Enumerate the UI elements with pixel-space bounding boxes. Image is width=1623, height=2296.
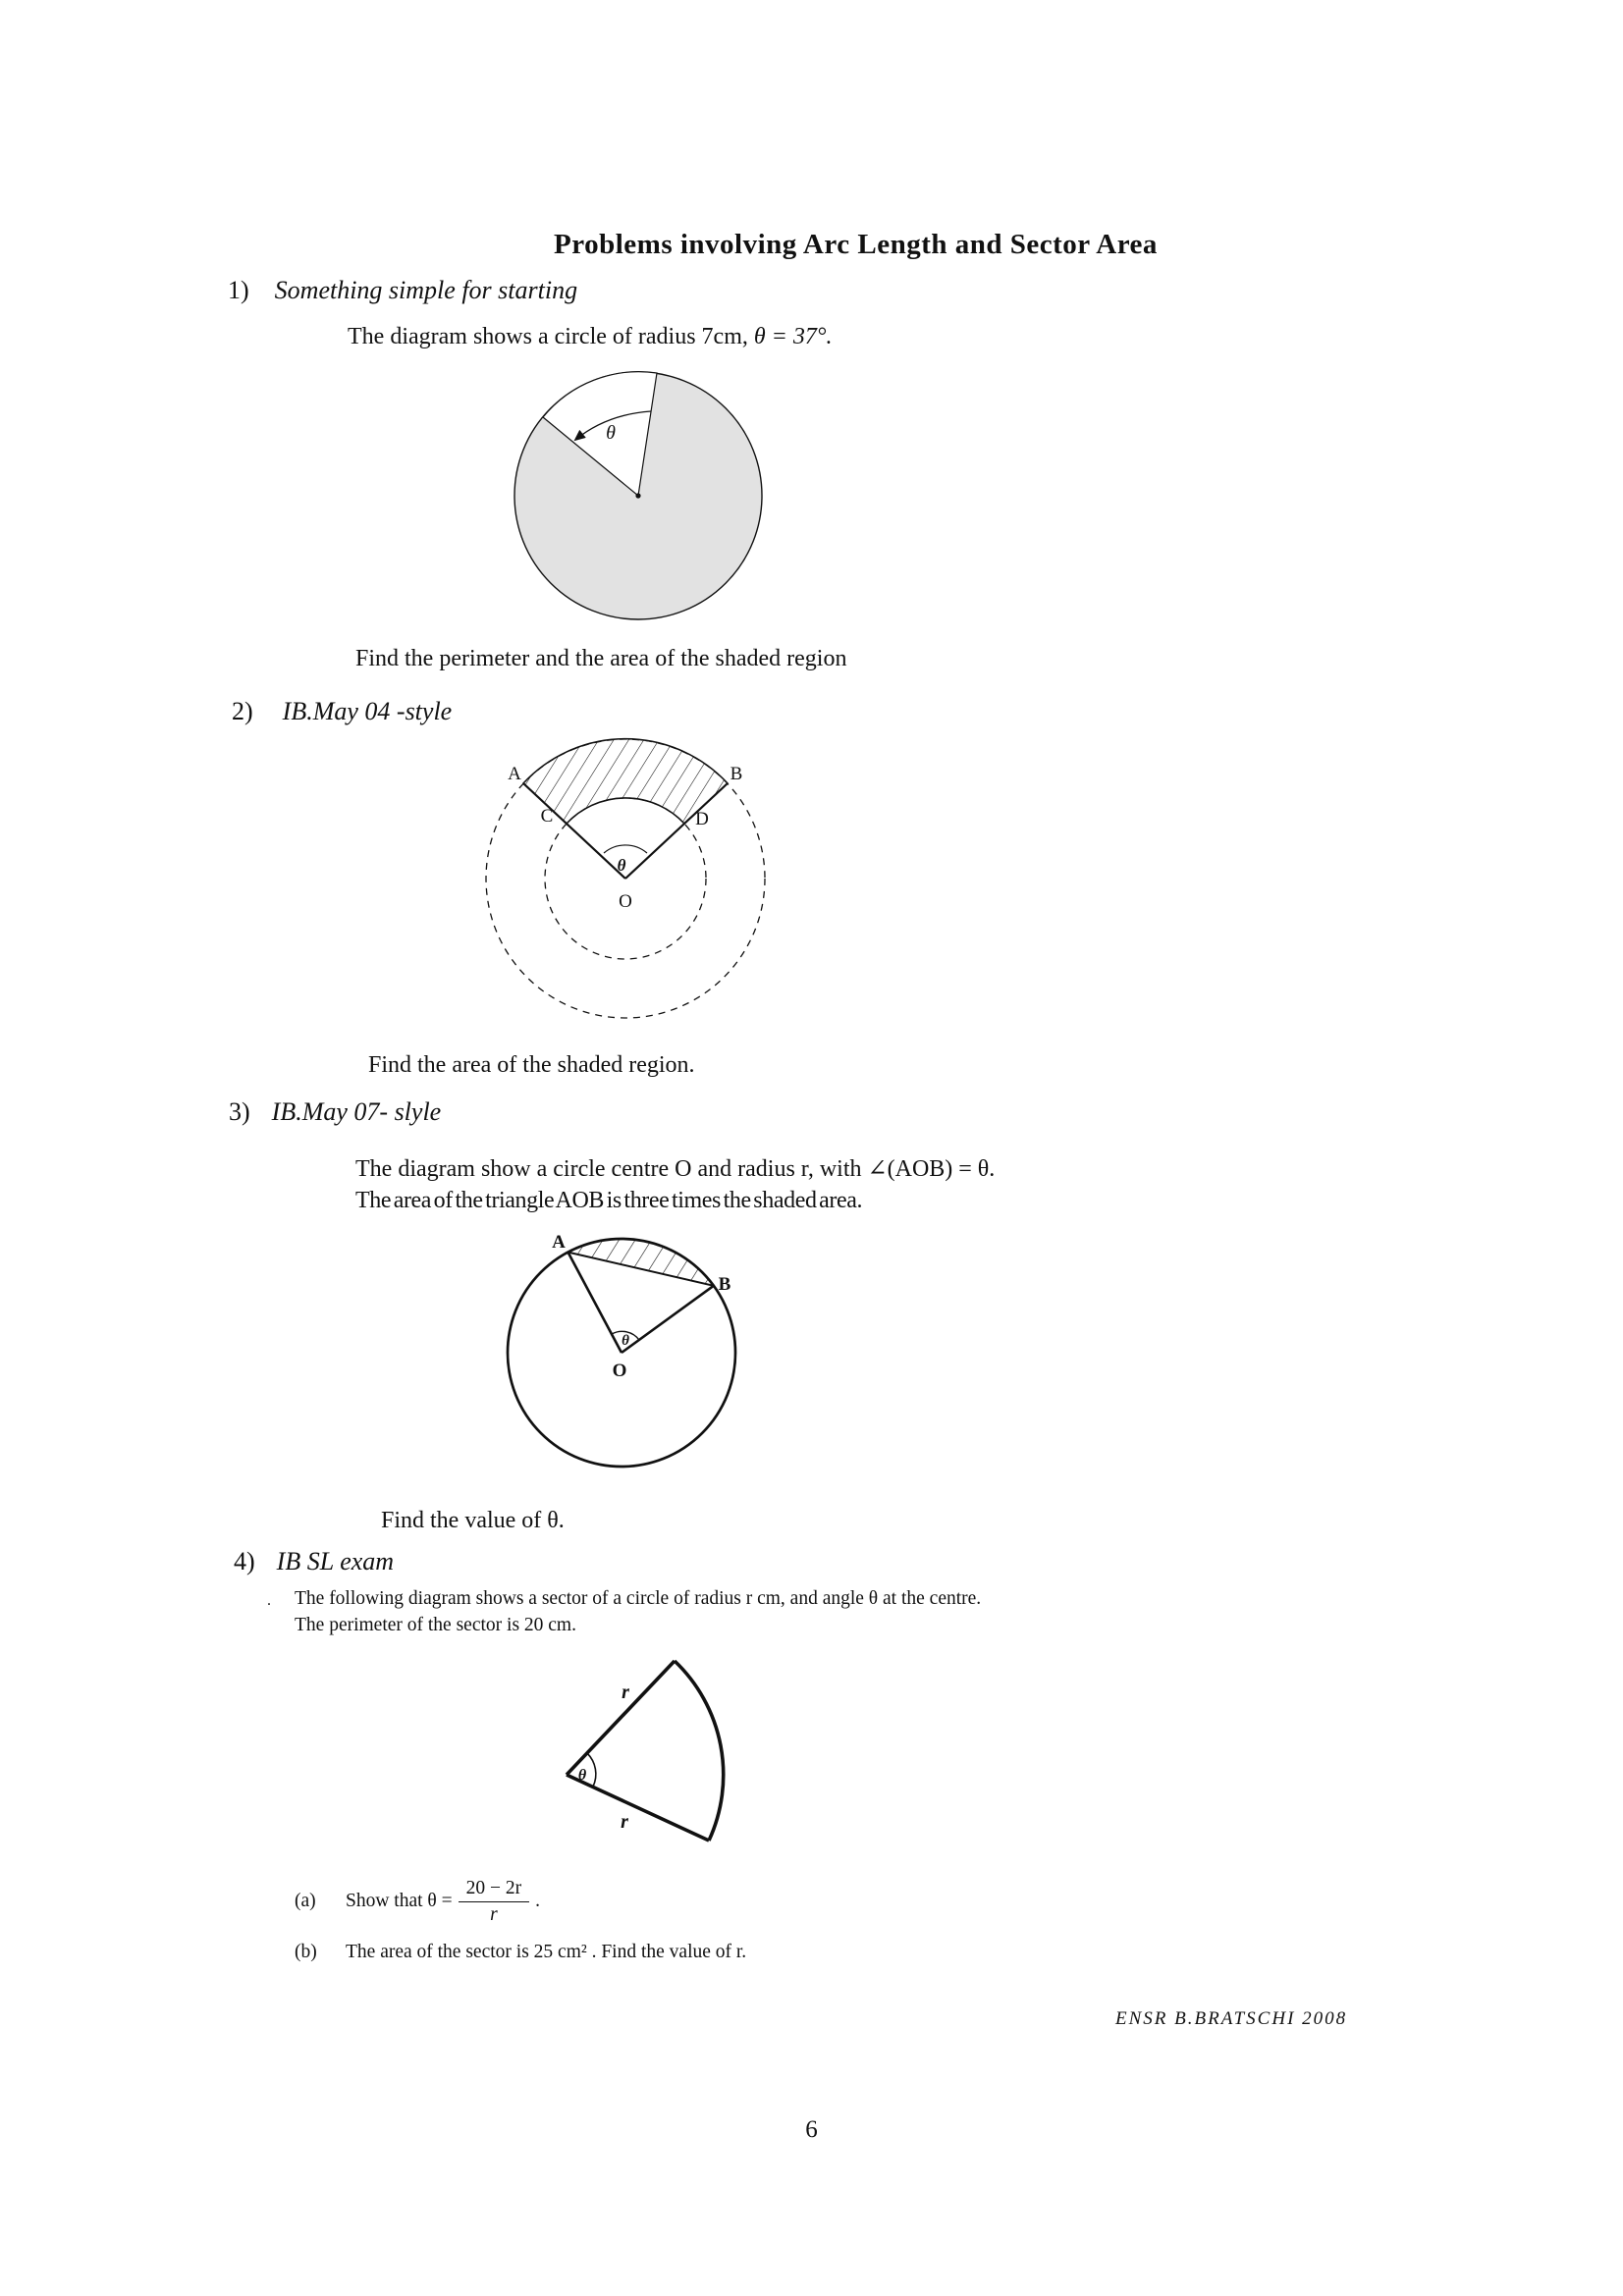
point-c-label: C [540, 806, 554, 827]
fraction [459, 1878, 530, 1926]
problem-2-prompt: Find the area of the shaded region. [368, 1052, 695, 1078]
problem-1-diagram-circle-sector [501, 361, 781, 628]
fraction-denominator: r [490, 1903, 498, 1925]
fraction-numerator: 20 − 2r [459, 1878, 530, 1902]
problem-4-number: 4) [234, 1547, 255, 1575]
page-title: Problems involving Arc Length and Sector Area [554, 229, 1158, 260]
theta-label: θ [606, 422, 616, 444]
point-b-label: B [718, 1274, 731, 1295]
point-d-label: D [695, 809, 709, 829]
problem-2-number: 2) [232, 697, 253, 725]
problem-1-heading: Something simple for starting [274, 276, 578, 304]
part-b-label: (b) [295, 1942, 317, 1962]
point-a-label: A [508, 764, 521, 784]
sector-arc [675, 1661, 724, 1841]
angle-arc [587, 1753, 596, 1787]
theta-label: θ [622, 1333, 629, 1349]
theta-label: θ [577, 1767, 587, 1784]
centre-dot [635, 493, 640, 498]
point-a-label: A [552, 1232, 566, 1253]
centre-o-label: O [612, 1361, 627, 1381]
hatched-segment [568, 1239, 714, 1286]
problem-2-diagram-annulus [471, 726, 785, 1041]
part-b-text: The area of the sector is 25 cm² . Find the value of r. [346, 1942, 747, 1962]
problem-3-heading-row [229, 1097, 441, 1127]
problem-4-diagram-sector [530, 1639, 761, 1865]
problem-4-line1: The following diagram shows a sector of a circle of radius r cm, and angle θ at the centre. [295, 1588, 982, 1609]
page-number: 6 [805, 2116, 818, 2143]
problem-4-heading-row [234, 1547, 394, 1576]
problem-1-intro-math: θ = 37°. [753, 324, 833, 349]
part-a-period: . [535, 1891, 541, 1911]
problem-3-diagram-segment [496, 1229, 753, 1480]
angle-arc [604, 845, 647, 853]
problem-4-heading: IB SL exam [276, 1547, 395, 1575]
problem-2-heading-row [232, 697, 452, 726]
theta-label: θ [617, 856, 626, 875]
problem-3-number: 3) [229, 1097, 250, 1126]
radius-label-bottom: r [621, 1811, 628, 1833]
problem-3-line1: The diagram show a circle centre O and radius r, with ∠(AOB) = θ. [355, 1156, 996, 1182]
problem-3-heading: IB.May 07- slyle [271, 1097, 442, 1126]
point-b-label: B [730, 764, 743, 784]
problem-1-intro [348, 324, 832, 350]
problem-1-prompt: Find the perimeter and the area of the shaded region [355, 646, 847, 671]
problem-1-intro-text: The diagram shows a circle of radius 7cm, [348, 324, 748, 349]
problem-2-heading: IB.May 04 -style [282, 697, 453, 725]
radius-label-top: r [622, 1682, 629, 1703]
problem-3-line2: The area of the triangle AOB is three times the shaded area. [355, 1188, 863, 1213]
part-a-label: (a) [295, 1891, 316, 1911]
problem-4-line2: The perimeter of the sector is 20 cm. [295, 1615, 576, 1635]
problem-4-part-a [295, 1865, 540, 1938]
problem-1-number: 1) [228, 276, 249, 304]
problem-4-part-b [295, 1942, 746, 1963]
problem-4-list-bullet: . [267, 1592, 271, 1609]
footer-credit: ENSR B.BRATSCHI 2008 [1115, 2008, 1348, 2029]
part-a-text: Show that θ = [346, 1891, 453, 1911]
centre-o-label: O [619, 891, 632, 912]
sector-radii [567, 1661, 709, 1841]
problem-1-heading-row [228, 276, 577, 305]
problem-3-prompt: Find the value of θ. [381, 1508, 565, 1533]
